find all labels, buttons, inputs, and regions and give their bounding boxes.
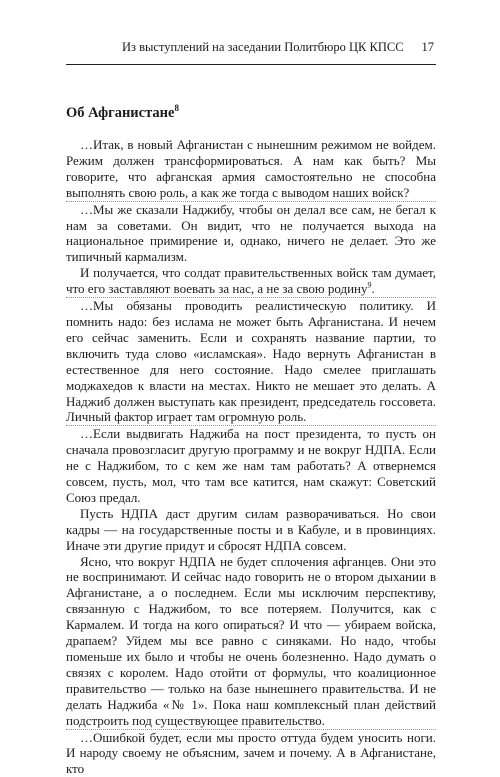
- paragraph-text: …Ошибкой будет, если мы просто оттуда будем уносить ноги. И народу своему не объясним, зачем и почему. А в Афганистане, кто: [66, 729, 436, 777]
- paragraph: [66, 201, 436, 266]
- paragraph-text: И получается, что солдат правительственных войск там думает, что его заставляют воевать за нас, а не за свою родину: [66, 265, 436, 297]
- paragraph: [66, 506, 436, 554]
- footnote-mark: 9: [367, 280, 372, 290]
- paragraph-text: Пусть НДПА даст другим силам разворачиваться. Но свои кадры — на государственные посты и в Кабуле, и в провинциях. Иначе эти другие придут и сбросят НДПА совсем.: [66, 505, 436, 553]
- paragraph-text: …Если выдвигать Наджиба на пост президента, то пусть он сначала провозгласит другую программу и не вокруг НДПА. Если не с Наджибом, то с кем же нам там работать? А отвернемся совсем, пусть, мол, что там все катится, нам скажут: Советский Союз предал.: [66, 426, 436, 505]
- paragraph: [66, 729, 436, 777]
- paragraph: [66, 137, 436, 201]
- paragraph: [66, 425, 436, 506]
- paragraph-text: …Мы обязаны проводить реалистическую политику. И помнить надо: без ислама не может быть Афганистана. И нечем его сейчас заменить. Если и сохранять название партии, то включить туда слово «исламская». Надо вернуть Афганистан в естественное для него состояние. Надо смелее приглашать моджахедов к власти на местах. Никто не мешает это делать. А Наджиб должен выступать как президент, председатель госсовета. Личный фактор играет там огромную роль.: [66, 298, 436, 425]
- paragraph-text: …Итак, в новый Афганистан с нынешним режимом не войдем. Режим должен трансформироваться. А нам как быть? Мы говорите, что афганская армия самостоятельно не способна выполнять свою роль, а как же тогда с выводом наших войск?: [66, 137, 436, 200]
- running-title: Из выступлений на заседании Политбюро ЦК КПСС: [122, 40, 404, 54]
- section-heading: [66, 103, 436, 123]
- body-text: [66, 137, 436, 777]
- paragraph: [66, 554, 436, 729]
- paragraph: [66, 265, 436, 297]
- paragraph-text: Ясно, что вокруг НДПА не будет сплочения афганцев. Они это не воспринимают. И сейчас надо говорить не о втором дыхании в Афганистане, а о последнем. Если мы исключим перспективу, связанную с Наджибом, то все потеряем. Получится, как с Кармалем. И тогда на кого опираться? И что — убираем войска, драпаем? Уйдем мы все равно с синяками. Но надо, чтобы поменьше их было и чтобы не очень болезненно. Надо думать о связях с королем. Надо отойти от формулы, что коалиционное правительство — только на базе нынешнего правительства. И не делать Наджиба «№ 1». Пока наш комплексный план действий подстроить под существующее правительство.: [66, 553, 436, 728]
- paragraph: [66, 297, 436, 425]
- running-header: [66, 38, 436, 65]
- section-title: Об Афганистане: [66, 105, 175, 121]
- paragraph-text-tail: .: [371, 281, 375, 297]
- section-footnote-mark: 8: [174, 103, 179, 114]
- page-number: 17: [421, 40, 434, 54]
- paragraph-text: …Мы же сказали Наджибу, чтобы он делал все сам, не бегал к нам за советами. Он видит, что не получается выхода на национальное примирение и, однако, ничего не делает. Это же типичный кармализм.: [66, 201, 436, 265]
